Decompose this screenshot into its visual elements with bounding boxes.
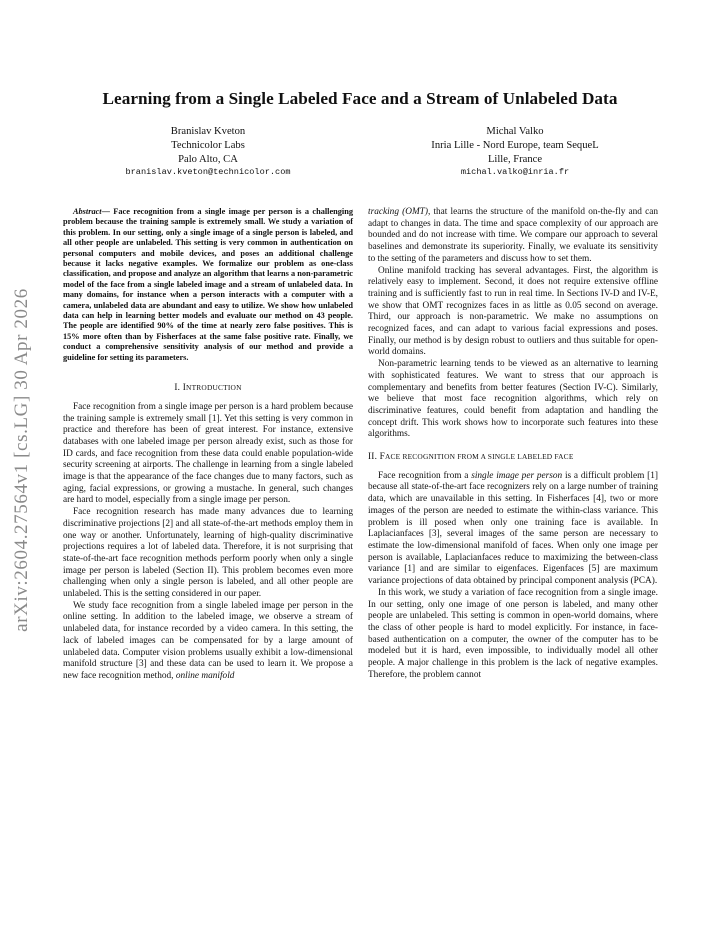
intro-paragraph-1: Face recognition from a single image per person is a hard problem because the training sample is extremely small [1]. Yet this setting is very common in practice and therefore has been of great interest. For instance, extensive databases with one labeled image per person already exist, such as those for ID cards, and face recognition from these data could enable population-wide security screening at airports. The challenge in learning from a single labeled image is that the appearance of the face changes due to many factors, such as aging, facial expressions, or growing a mustache. In general, such changes are hard to model, especially from a single image per person.	[63, 401, 353, 506]
section2-paragraph-1-start: Face recognition from a	[378, 470, 472, 481]
left-column	[63, 207, 353, 683]
abstract-dash: —	[101, 207, 110, 216]
intro-paragraph-2: Face recognition research has made many advances due to learning discriminative projections [2] and all state-of-the-art methods employ them in one way or another. Unfortunately, learning of high-quality discriminative projections requires a lot of labeled data. Therefore, it is not surprising that state-of-the-art face recognition methods perform poorly when only a single image per person is labeled (Section II). This problem becomes even more challenging when only a single person is labeled, and all other people are unlabeled. This is the setting considered in our paper.	[63, 507, 353, 600]
author-name: Michal Valko	[486, 126, 544, 137]
intro-paragraph-3-text: We study face recognition from a single labeled image per person in the online setting. In addition to the labeled image, we observe a stream of unlabeled data, for instance recorded by a video camera. In this setting, the lack of labeled images can be compensated for by a large amount of unlabeled data. Computer vision problems usually exhibit a low-dimensional manifold structure [3] and these data can be used to learn it. We propose a new face recognition method,	[63, 600, 353, 681]
author-email: michal.valko@inria.fr	[460, 167, 570, 178]
author-name: Branislav Kveton	[170, 126, 246, 137]
section-number: I.	[174, 383, 183, 394]
author-block-2	[380, 125, 650, 180]
author-affiliation: Inria Lille - Nord Europe, team SequeL	[431, 139, 599, 151]
abstract	[63, 207, 353, 363]
intro-paragraph-3	[63, 601, 353, 683]
abstract-label: Abstract	[73, 207, 102, 216]
section2-paragraph-1	[368, 471, 658, 588]
section-title-cap: F	[379, 452, 386, 463]
author-block-1	[112, 125, 304, 180]
intro-paragraph-5: Non-parametric learning tends to be viewed as an alternative to learning with sophisticated features. We want to stress that our approach is complementary and benefits from better features (Section IV-C). Similarly, we believe that most face recognition algorithms, which rely on discriminative features, could benefit from adaptation and handling the concept drift. This work shows how to incorporate such features into these algorithms.	[368, 359, 658, 440]
intro-paragraph-4: Online manifold tracking has several advantages. First, the algorithm is relatively easy to implement. Second, it does not require extensive offline training and is sufficiently fast to run in real time. In Sections IV-D and IV-E, we show that OMT recognizes faces in as little as 0.05 second on average. Third, our approach is non-parametric. We make no assumptions on recognized faces, and can adapt to various facial expressions and poses. Finally, our method is by design robust to outliers and thus suitable for open-world domains.	[368, 265, 658, 358]
arxiv-identifier: arXiv:2604.27564v1 [cs.LG] 30 Apr 2026	[11, 288, 32, 632]
right-column	[368, 207, 658, 681]
author-email: branislav.kveton@technicolor.com	[125, 167, 291, 178]
section-heading-face-recognition	[368, 451, 658, 464]
intro-paragraph-3-continued	[368, 207, 658, 266]
section-number: II.	[368, 452, 380, 463]
author-location: Lille, France	[487, 153, 543, 165]
intro-paragraph-3-cont-emphasis: tracking (OMT)	[368, 207, 428, 217]
section2-paragraph-2: In this work, we study a variation of face recognition from a single image. In our setting, only one image of one person is labeled, and many other people are unlabeled. This setting is common in open-world domains, where the class of other people is hard to model explicitly. For instance, in face-based authentication on a computer, the owner of the computer has to be modeled but it is hard, even impossible, to individually model all other people. A major challenge in this problem is the lack of negative examples. Therefore, the problem cannot	[368, 587, 658, 680]
section2-paragraph-1-rest: is a difficult problem [1] because all state-of-the-art face recognizers rely on a large number of training data, which are unavailable in this setting. In Fisherfaces [4], two or more images of the person are needed to estimate the within-class variance. This problem is ill posed when only one training face is available. In Laplacianfaces [3], several images of the same person are necessary to estimate the low-dimensional manifold of faces. When only one image per person is available, Laplacianfaces reduce to maximizing the between-class variance [1] and are similar to eigenfaces. Eigenfaces [5] are maximum variance projections of data obtained by principal component analysis (PCA).	[368, 470, 658, 587]
intro-paragraph-3-emphasis: online manifold	[175, 670, 235, 681]
intro-paragraph-3-cont-text: , that learns the structure of the manifold on-the-fly and can adapt to changes in data. The time and space complexity of our approach are bounded and do not increase with time. We compare our approach to several baselines and demonstrate its superiority. Finally, we evaluate its sensitivity to the setting of the parameters and discuss how to set them.	[368, 207, 658, 264]
section-heading-introduction	[63, 382, 353, 395]
section-title-cap: I	[182, 383, 187, 394]
paper-title: Learning from a Single Labeled Face and a Stream of Unlabeled Data	[102, 89, 618, 108]
author-affiliation: Technicolor Labs	[171, 139, 245, 151]
section2-paragraph-1-emphasis: single image per person	[471, 470, 563, 481]
section-title-rest: ACE RECOGNITION FROM A SINGLE LABELED FACE	[385, 452, 574, 462]
abstract-text: Face recognition from a single image per person is a challenging problem because the training sample is extremely small. We study a variation of this problem. In our setting, only a single image of a single person is labeled, and all other people are unlabeled. This setting is very common in authentication on personal computers and mobile devices, and poses an additional challenge because it lacks negative examples. We formalize our problem as one-class classification, and propose and analyze an algorithm that learns a non-parametric model of the face from a single labeled image and a stream of unlabeled data. In many domains, for instance when a person interacts with a computer with a camera, unlabeled data are abundant and easy to utilize. We show how unlabeled data can help in learning better models and evaluate our method on 43 people. The people are identified 90% of the time at nearly zero false positives. This is 15% more often than by Fisherfaces at the same false positive rate. Finally, we conduct a comprehensive sensitivity analysis of our method and provide a guideline for setting its parameters.	[63, 207, 353, 362]
section-title-rest: NTRODUCTION	[186, 383, 242, 393]
author-location: Palo Alto, CA	[178, 153, 238, 165]
